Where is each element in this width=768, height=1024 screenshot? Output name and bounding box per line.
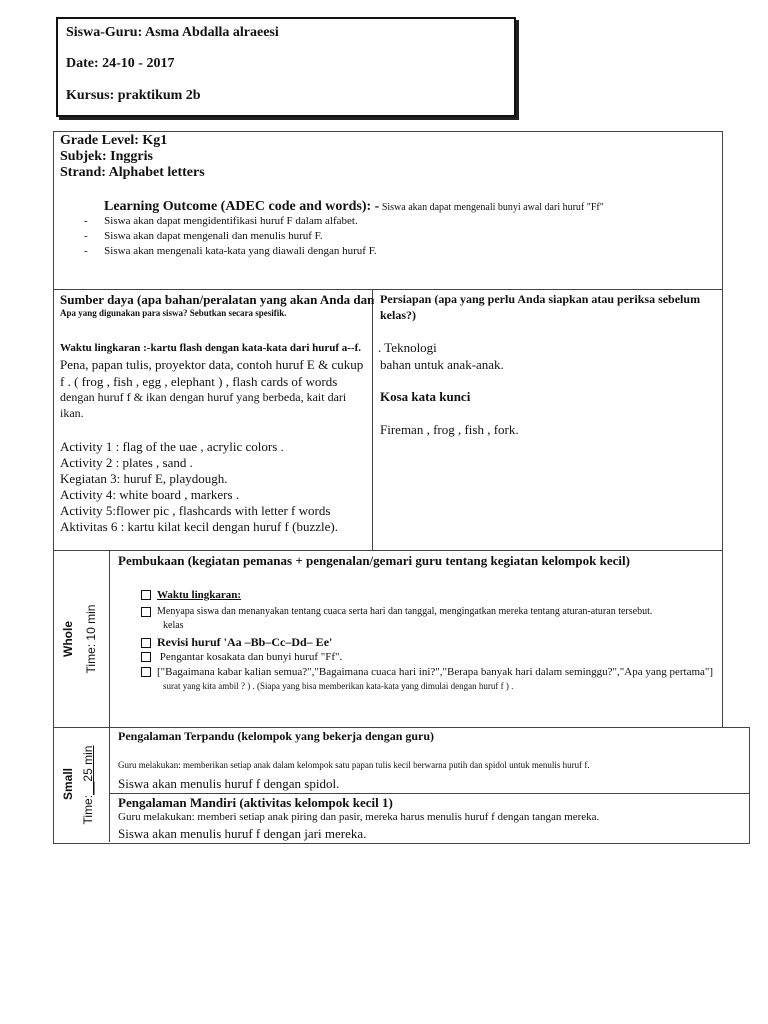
small-label: Small bbox=[61, 768, 75, 801]
whole-time: Time: 10 min bbox=[84, 604, 98, 674]
independent-student: Siswa akan menulis huruf f dengan jari mereka. bbox=[118, 826, 367, 841]
questions-text: ["Bagaimana kabar kalian semua?","Bagaimana cuaca hari ini?","Berapa banyak hari dalam seminggu?","Apa yang pertama"] bbox=[157, 666, 714, 678]
whole-item bbox=[141, 606, 652, 617]
activity-item: Activity 2 : plates , sand . bbox=[60, 455, 193, 470]
key-vocabulary-label: Kosa kata kunci bbox=[380, 389, 471, 404]
checkbox-icon bbox=[141, 652, 151, 662]
whole-item bbox=[141, 635, 332, 650]
circle-time-label: Waktu lingkaran: bbox=[157, 589, 242, 601]
resources-line: dengan huruf f & ikan dengan huruf yang berbeda, kait dari bbox=[60, 390, 347, 404]
resources-heading: Sumber daya (apa bahan/peralatan yang akan Anda dan bbox=[60, 292, 375, 307]
activity-item: Activity 1 : flag of the uae , acrylic colors . bbox=[60, 439, 284, 454]
student-teacher-name: Siswa-Guru: Asma Abdalla alraeesi bbox=[66, 25, 279, 40]
activity-item: Kegiatan 3: huruf E, playdough. bbox=[60, 471, 228, 486]
checkbox-icon bbox=[141, 638, 151, 648]
circle-time-resources: Waktu lingkaran :-kartu flash dengan kata-kata dari huruf a--f. bbox=[60, 342, 362, 354]
outcome-text: Siswa akan dapat mengidentifikasi huruf F dalam alfabet. bbox=[104, 215, 358, 227]
preparation-heading: Persiapan (apa yang perlu Anda siapkan atau periksa sebelum bbox=[380, 292, 701, 306]
key-vocabulary: Fireman , frog , fish , fork. bbox=[380, 422, 519, 437]
revision-letters: Revisi huruf 'Aa –Bb–Cc–Dd– Ee' bbox=[157, 635, 333, 649]
whole-item bbox=[141, 589, 241, 601]
outcome-item: - Siswa akan mengenali kata-kata yang diawali dengan huruf F. bbox=[84, 245, 377, 257]
resources-line: Pena, papan tulis, proyektor data, contoh huruf E & cukup bbox=[60, 357, 364, 372]
learning-outcome-text: Siswa akan dapat mengenali bunyi awal dari huruf "Ff" bbox=[379, 202, 604, 213]
checkbox-icon bbox=[141, 590, 151, 600]
whole-item bbox=[141, 666, 713, 678]
grade-level: Grade Level: Kg1 bbox=[60, 133, 168, 148]
whole-label: Whole bbox=[61, 621, 75, 657]
resources-line: f . ( frog , fish , egg , elephant ) , flash cards of words bbox=[60, 374, 338, 389]
activity-item: Activity 4: white board , markers . bbox=[60, 487, 240, 502]
preparation-technology: . Teknologi bbox=[378, 340, 437, 355]
outcome-item: - Siswa akan dapat mengidentifikasi huruf F dalam alfabet. bbox=[84, 215, 358, 227]
independent-teacher: Guru melakukan: memberi setiap anak piring dan pasir, mereka harus menulis huruf f dengan tangan mereka. bbox=[118, 811, 600, 823]
whole-heading: Pembukaan (kegiatan pemanas + pengenalan/gemari guru tentang kegiatan kelompok kecil) bbox=[118, 553, 630, 568]
guided-teacher: Guru melakukan: memberikan setiap anak dalam kelompok satu papan tulis kecil berwarna putih dan spidol untuk menulis huruf f. bbox=[118, 760, 590, 770]
learning-outcome bbox=[104, 197, 604, 215]
date: Date: 24-10 - 2017 bbox=[66, 56, 175, 71]
whole-item-cont: kelas bbox=[163, 620, 184, 631]
outcome-item: - Siswa akan dapat mengenali dan menulis huruf F. bbox=[84, 230, 323, 242]
checkbox-icon bbox=[141, 667, 151, 677]
preparation-materials: bahan untuk anak-anak. bbox=[380, 357, 504, 372]
subject: Subjek: Inggris bbox=[60, 149, 153, 164]
course: Kursus: praktikum 2b bbox=[66, 88, 201, 103]
resources-line: ikan. bbox=[60, 406, 84, 420]
checkbox-icon bbox=[141, 607, 151, 617]
whole-item bbox=[141, 651, 342, 663]
preparation-heading-cont: kelas?) bbox=[380, 308, 416, 322]
small-time: Time:__25 min bbox=[81, 745, 95, 825]
small-time-prefix: Time: bbox=[81, 794, 95, 825]
strand: Strand: Alphabet letters bbox=[60, 165, 205, 180]
guided-heading: Pengalaman Terpandu (kelompok yang bekerja dengan guru) bbox=[118, 729, 435, 743]
small-time-value: 25 min bbox=[81, 745, 95, 782]
activity-item: Aktivitas 6 : kartu kilat kecil dengan huruf f (buzzle). bbox=[60, 519, 338, 534]
outcome-text: Siswa akan dapat mengenali dan menulis huruf F. bbox=[104, 230, 323, 242]
whole-item-cont: surat yang kita ambil ? ) . (Siapa yang bisa memberikan kata-kata yang dimulai dengan huruf f ) . bbox=[163, 681, 514, 691]
resources-divider bbox=[372, 289, 373, 550]
independent-heading: Pengalaman Mandiri (aktivitas kelompok kecil 1) bbox=[118, 795, 393, 810]
guided-student: Siswa akan menulis huruf f dengan spidol. bbox=[118, 776, 340, 791]
header-box bbox=[56, 17, 516, 117]
whole-item-text: Pengantar kosakata dan bunyi huruf "Ff". bbox=[157, 651, 343, 663]
resources-subheading: Apa yang digunakan para siswa? Sebutkan secara spesifik. bbox=[60, 308, 287, 318]
whole-item-text: Menyapa siswa dan menanyakan tentang cuaca serta hari dan tanggal, mengingatkan mereka tentang aturan-aturan tersebut. bbox=[157, 606, 653, 617]
whole-divider bbox=[109, 550, 110, 842]
learning-outcome-label: Learning Outcome (ADEC code and words): - bbox=[104, 199, 380, 214]
small-inner-divider bbox=[110, 793, 749, 794]
activity-item: Activity 5:flower pic , flashcards with letter f words bbox=[60, 503, 331, 518]
outcome-text: Siswa akan mengenali kata-kata yang diawali dengan huruf F. bbox=[104, 245, 377, 257]
